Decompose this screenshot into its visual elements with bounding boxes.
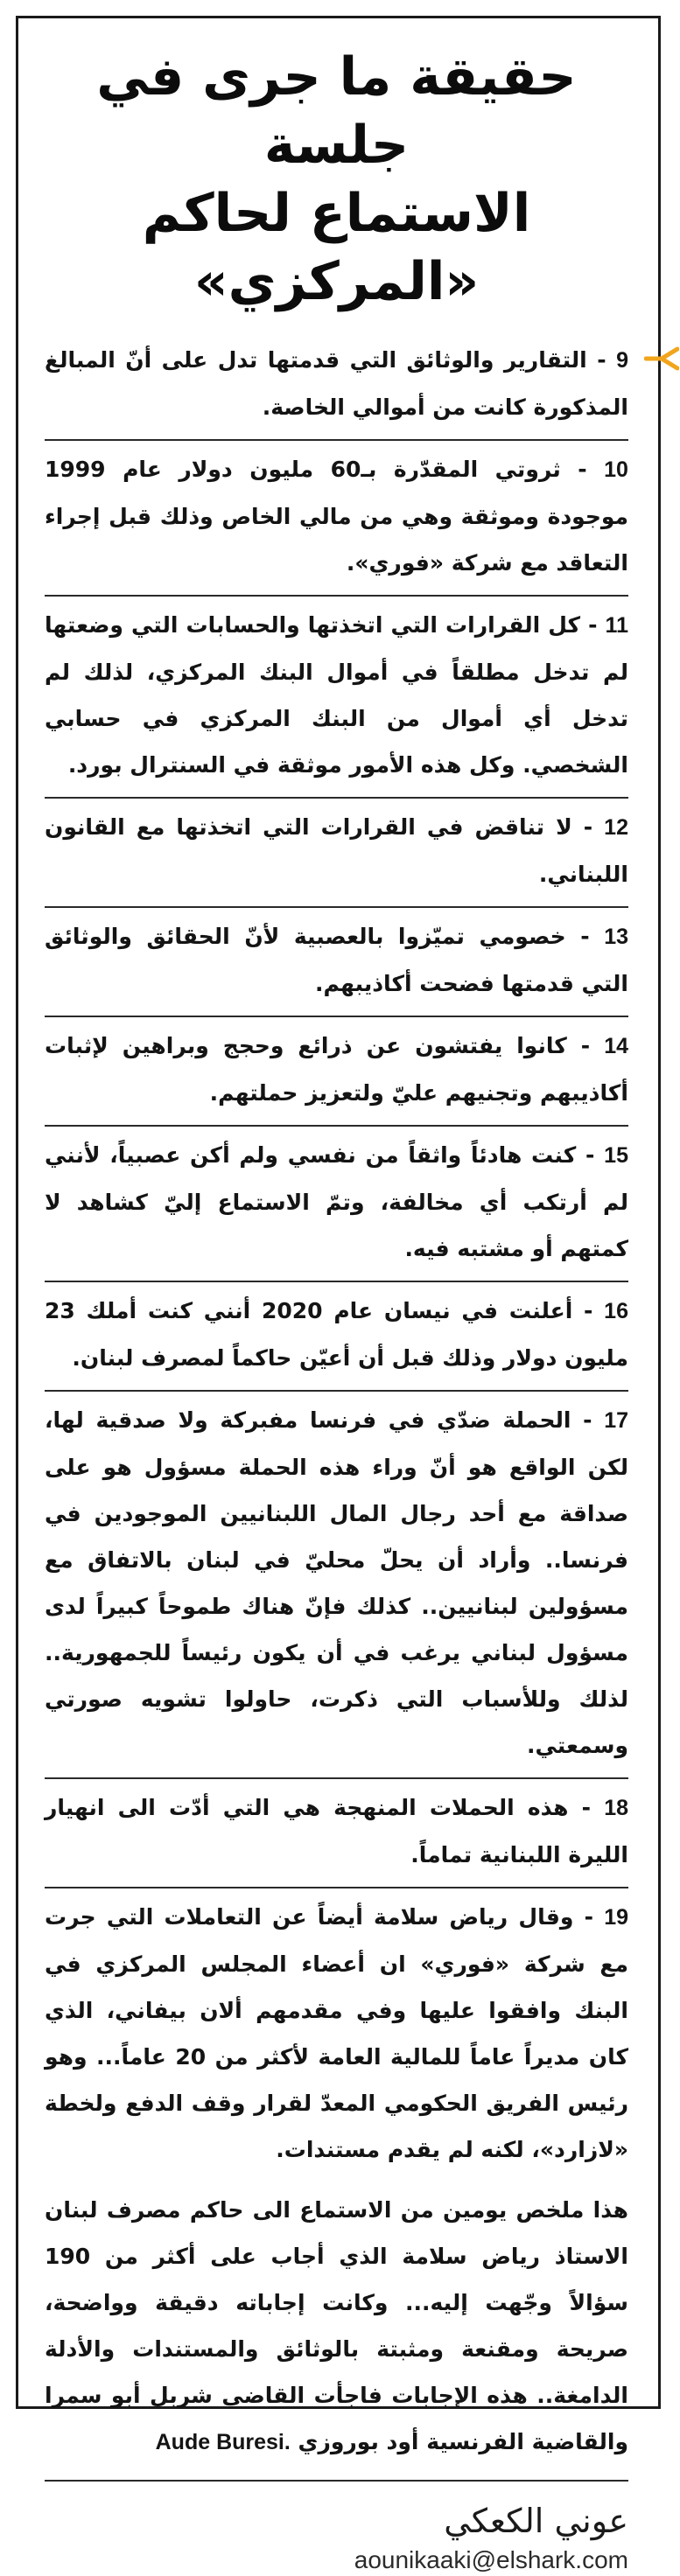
point-number: 9 <box>616 348 628 373</box>
headline <box>45 43 628 316</box>
point-12: 12 - لا تناقض في القرارات التي اتخذتها مع القانون اللبناني. <box>45 799 628 908</box>
point-number: 16 <box>604 1299 628 1323</box>
byline-divider <box>45 2480 628 2482</box>
point-number: 13 <box>604 925 628 949</box>
point-text: كانوا يفتشون عن ذرائع وحجج وبراهين لإثبات أكاذيبهم وتجنيهم عليّ ولتعزيز حملتهم. <box>45 1033 628 1106</box>
arrow-icon <box>644 346 679 372</box>
numbered-points <box>45 332 628 2182</box>
point-text: هذه الحملات المنهجة هي التي أدّت الى انهيار الليرة اللبنانية تماماً. <box>45 1795 628 1867</box>
point-14: 14 - كانوا يفتشون عن ذرائع وحجج وبراهين لإثبات أكاذيبهم وتجنيهم عليّ ولتعزيز حملتهم. <box>45 1017 628 1127</box>
point-text: ثروتي المقدّرة بـ60 مليون دولار عام 1999 موجودة وموثقة وهي من مالي الخاص وذلك قبل إجراء التعاقد مع شركة «فوري». <box>45 457 628 576</box>
point-text: كل القرارات التي اتخذتها والحسابات التي وضعتها لم تدخل مطلقاً في أموال البنك المركزي، لذلك لم تدخل أي أموال من البنك المركزي في حسابي الشخصي. وكل هذه الأمور موثقة في السنترال بورد. <box>45 612 628 778</box>
point-text: لا تناقض في القرارات التي اتخذتها مع القانون اللبناني. <box>45 814 628 887</box>
point-18: 18 - هذه الحملات المنهجة هي التي أدّت الى انهيار الليرة اللبنانية تماماً. <box>45 1779 628 1888</box>
summary-text: هذا ملخص يومين من الاستماع الى حاكم مصرف لبنان الاستاذ رياض سلامة الذي أجاب على أكثر من 190 سؤالاً وجّهت إليه... وكانت إجاباته دقيقة وواضحة، صريحة ومقنعة ومثبتة بالوثائق والمستندات والأدلة الدامغة.. هذه الإجابات فاجأت القاضي شربل أبو سمرا والقاضية الفرنسية أود بوروزي <box>45 2197 628 2454</box>
author-name: عوني الكعكي <box>444 2502 628 2540</box>
point-9: 9 - التقارير والوثائق التي قدمتها تدل على أنّ المبالغ المذكورة كانت من أموالي الخاصة. <box>45 332 628 441</box>
summary-latin-name: Aude Buresi. <box>155 2430 291 2454</box>
point-number: 12 <box>604 815 628 840</box>
point-17: 17 - الحملة ضدّي في فرنسا مفبركة ولا صدقية لها، لكن الواقع هو أنّ وراء هذه الحملة مسؤول هو على صداقة مع أحد رجال المال اللبنانيين الموجودين في فرنسا.. وأراد أن يحلّ محليّ في لبنان بالاتفاق مع مسؤولين لبنانيين.. كذلك فإنّ هناك طموحاً كبيراً لدى مسؤول لبناني يرغب في أن يكون رئيساً للجمهورية.. لذلك وللأسباب التي ذكرت، حاولوا تشويه صورتي وسمعتي. <box>45 1392 628 1779</box>
point-number: 19 <box>604 1905 628 1930</box>
headline-line-2: الاستماع لحاكم «المركزي» <box>142 183 531 312</box>
point-16: 16 - أعلنت في نيسان عام 2020 أنني كنت أملك 23 مليون دولار وذلك قبل أن أعيّن حاكماً لمصرف لبنان. <box>45 1282 628 1392</box>
headline-line-1: حقيقة ما جرى في جلسة <box>96 46 577 176</box>
point-number: 14 <box>604 1034 628 1058</box>
article-frame <box>16 16 661 2573</box>
point-number: 15 <box>604 1143 628 1168</box>
point-19: 19 - وقال رياض سلامة أيضاً عن التعاملات التي جرت مع شركة «فوري» ان أعضاء المجلس المركزي في البنك وافقوا عليها وفي مقدمهم ألان بيفاني، الذي كان مديراً عاماً للمالية العامة لأكثر من 20 عاماً... وهو رئيس الفريق الحكومي المعدّ لقرار وقف الدفع ولخطة «لازارد»، لكنه لم يقدم مستندات. <box>45 1904 628 2162</box>
point-number: 17 <box>604 1408 628 1433</box>
author-email: aounikaaki@elshark.com <box>354 2546 628 2573</box>
point-text: أعلنت في نيسان عام 2020 أنني كنت أملك 23 مليون دولار وذلك قبل أن أعيّن حاكماً لمصرف لبنان. <box>45 1298 628 1371</box>
point-text: التقارير والوثائق التي قدمتها تدل على أنّ المبالغ المذكورة كانت من أموالي الخاصة. <box>45 347 628 420</box>
point-number: 11 <box>605 613 628 638</box>
point-11: 11 - كل القرارات التي اتخذتها والحسابات التي وضعتها لم تدخل مطلقاً في أموال البنك المركزي، لذلك لم تدخل أي أموال من البنك المركزي في حسابي الشخصي. وكل هذه الأمور موثقة في السنترال بورد. <box>45 597 628 799</box>
point-13: 13 - خصومي تميّزوا بالعصبية لأنّ الحقائق والوثائق التي قدمتها فضحت أكاذيبهم. <box>45 908 628 1017</box>
point-10: 10 - ثروتي المقدّرة بـ60 مليون دولار عام 1999 موجودة وموثقة وهي من مالي الخاص وذلك قبل إجراء التعاقد مع شركة «فوري». <box>45 441 628 597</box>
point-15: 15 - كنت هادئاً واثقاً من نفسي ولم أكن عصبياً، لأنني لم أرتكب أي مخالفة، وتمّ الاستماع إليّ كشاهد لا كمتهم أو مشتبه فيه. <box>45 1127 628 1282</box>
closing-summary <box>45 2182 628 2466</box>
point-number: 10 <box>604 457 628 482</box>
point-text: خصومي تميّزوا بالعصبية لأنّ الحقائق والوثائق التي قدمتها فضحت أكاذيبهم. <box>45 924 628 996</box>
point-text: كنت هادئاً واثقاً من نفسي ولم أكن عصبياً، لأنني لم أرتكب أي مخالفة، وتمّ الاستماع إليّ كشاهد لا كمتهم أو مشتبه فيه. <box>45 1142 628 1261</box>
point-text: الحملة ضدّي في فرنسا مفبركة ولا صدقية لها، لكن الواقع هو أنّ وراء هذه الحملة مسؤول هو على صداقة مع أحد رجال المال اللبنانيين الموجودين في فرنسا.. وأراد أن يحلّ محليّ في لبنان بالاتفاق مع مسؤولين لبنانيين.. كذلك فإنّ هناك طموحاً كبيراً لدى مسؤول لبناني يرغب في أن يكون رئيساً للجمهورية.. لذلك وللأسباب التي ذكرت، حاولوا تشويه صورتي وسمعتي. <box>45 1407 628 1758</box>
point-text: وقال رياض سلامة أيضاً عن التعاملات التي جرت مع شركة «فوري» ان أعضاء المجلس المركزي في البنك وافقوا عليها وفي مقدمهم ألان بيفاني، الذي كان مديراً عاماً للمالية العامة لأكثر من 20 عاماً... وهو رئيس الفريق الحكومي المعدّ لقرار وقف الدفع ولخطة «لازارد»، لكنه لم يقدم مستندات. <box>45 1904 628 2162</box>
point-number: 18 <box>604 1796 628 1820</box>
